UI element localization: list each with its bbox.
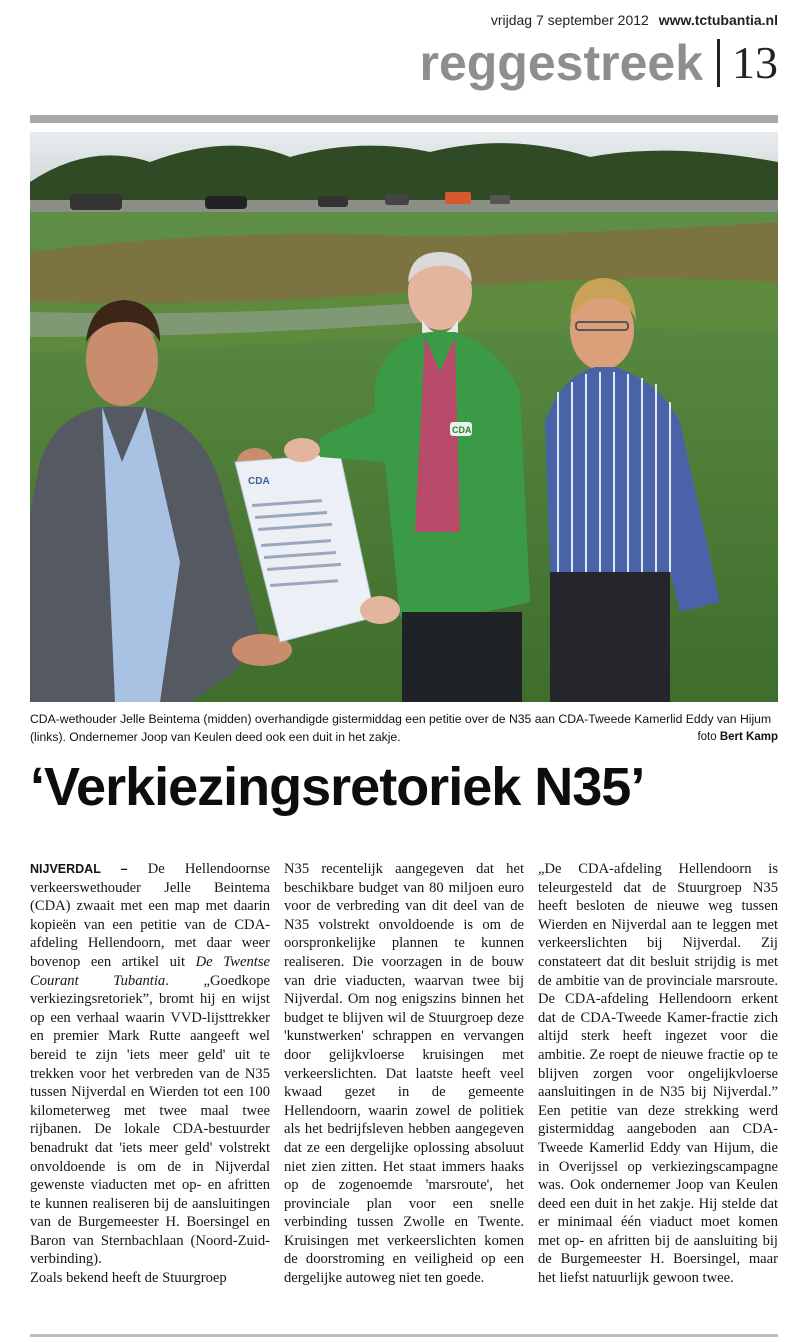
header-rule <box>30 115 778 123</box>
photo-of-three-men-with-petition-icon <box>30 132 778 702</box>
article-body <box>30 860 778 1288</box>
footer-rule <box>30 1334 778 1337</box>
article-column-2 <box>284 860 524 1288</box>
photo-caption <box>30 710 778 746</box>
site-url: www.tctubantia.nl <box>658 12 778 28</box>
credit-name: Bert Kamp <box>719 731 778 743</box>
article-headline: ‘Verkiezingsretoriek N35’ <box>30 757 645 817</box>
column-2-text: N35 recentelijk aangegeven dat het beschikbare budget van 80 miljoen euro voor de verbreding van dit deel van de N35 volstrekt onvoldoende is om de oorspronkelijke plannen te kunnen realiseren. Die voorzagen in de bouw van drie viaducten, waarvan twee bij Nijverdal. Om nog enigszins binnen het budget te blijven wil de Stuurgroep deze 'kunstwerken' schrappen en vervangen door gelijkvloerse kruisingen met verkeerslichten. Dat laatste heeft veel kwaad gezet in de gemeente Hellendoorn, waarin zowel de politiek als het bedrijfsleven hebben aangegeven dat ze een dergelijke oplossing absoluut niet zien zitten. Het staat immers haaks op de zogenoemde 'marsroute', het provinciale plan voor een snelle verbinding tussen Zwolle en Twente. Kruisingen met verkeerslichten komen de doorstroming en veiligheid op een dergelijke autoweg niet ten goede. <box>284 861 524 1287</box>
jacket-label: CDA <box>452 425 472 435</box>
issue-date: vrijdag 7 september 2012 <box>490 12 649 28</box>
column-1-text: . „Goedkope verkiezingsretoriek”, bromt hij en wijst op een verhaal waarin VVD-lijsttrekker en premier Mark Rutte aangeeft wel bereid te zijn 'iets meer geld' uit te trekken voor het verbreden van de N35 tussen Nijverdal en Wierden tot een 100 kilometerweg met twee maal twee rijbanen. De lokale CDA-bestuurder benadrukt dat 'iets meer geld' volstrekt onvoldoende is om de in Nijverdal gewenste viaducten met op- en afritten te kunnen realiseren bij de aansluitingen van de Burgemeester H. Boersingel en Baron van Sternbachlaan (Noord-Zuid-verbinding). <box>30 972 270 1268</box>
section-header <box>419 35 779 91</box>
page-number: 13 <box>732 37 778 88</box>
column-1-last-line: Zoals bekend heeft de Stuurgroep <box>30 1270 227 1287</box>
document-label: CDA <box>248 476 270 487</box>
column-3-text: „De CDA-afdeling Hellendoorn is teleurgesteld dat de Stuurgroep N35 heeft besloten de nieuwe weg tussen Wierden en Nijverdal aan te leggen met verkeerslichten bij Nijverdal. Zij constateert dat dit besluit strijdig is met de ambitie van de provinciale marsroute. De CDA-afdeling Hellendoorn erkent dat de CDA-Tweede Kamer-fractie zich altijd sterk heeft ingezet voor die ambitie. Ze roept de nieuwe fractie op te blijven zorgen voor ongelijkvloerse aansluitingen in de N35 bij Nijverdal.” Een petitie van deze strekking werd gistermiddag aangeboden aan CDA-Tweede Kamerlid Eddy van Hijum, die in Overijssel op verkiezingscampagne was. Ook ondernemer Joop van Keulen deed een duit in het zakje. Hij stelde dat er minimaal één viaduct moet komen met op- en afritten bij de aansluiting bij de Burgemeester H. Boersingel, maar het liefst natuurlijk gewoon twee. <box>538 861 778 1287</box>
article-column-1 <box>30 860 270 1288</box>
page-header <box>491 12 778 28</box>
article-column-3 <box>538 860 778 1288</box>
column-1-lead: De Hellendoornse verkeerswethouder Jelle Beintema (CDA) zwaait met een map met daarin kopieën van een petitie van de CDA-afdeling Hellendoorn, met daar weer bovenop een artikel uit <box>30 861 271 970</box>
photo-credit <box>697 728 778 746</box>
section-name: reggestreek <box>419 35 703 91</box>
section-divider <box>717 39 720 87</box>
newspaper-name: De Twentse Courant Tubantia <box>30 953 270 989</box>
credit-prefix: foto <box>697 731 717 743</box>
caption-text: CDA-wethouder Jelle Beintema (midden) overhandigde gistermiddag een petitie over de N35 aan CDA-Tweede Kamerlid Eddy van Hijum (links). Ondernemer Joop van Keulen deed ook een duit in het zakje. <box>30 712 772 744</box>
dateline: NIJVERDAL – <box>30 862 128 876</box>
